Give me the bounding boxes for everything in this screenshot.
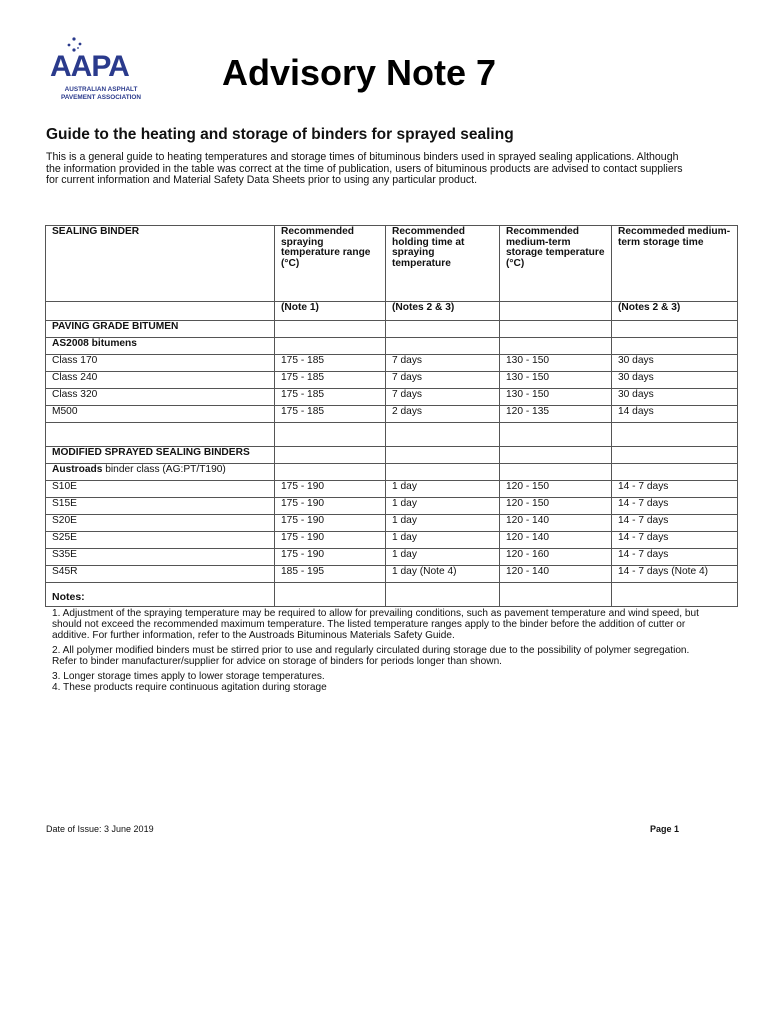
table-cell: 1 day xyxy=(386,515,500,532)
table-cell: 175 - 190 xyxy=(275,549,386,566)
group-label: MODIFIED SPRAYED SEALING BINDERS xyxy=(46,447,275,464)
table-cell: 1 day xyxy=(386,549,500,566)
page-title: Advisory Note 7 xyxy=(222,52,497,93)
table-cell: 14 - 7 days xyxy=(612,532,738,549)
table-cell: 185 - 195 xyxy=(275,566,386,583)
notes-list xyxy=(52,608,712,697)
page-number: Page 1 xyxy=(650,824,680,834)
spacer-row xyxy=(46,423,738,447)
subgroup-row xyxy=(46,464,738,481)
modified-binder-rows xyxy=(46,481,738,583)
table-cell: 1 day xyxy=(386,481,500,498)
logo-subtitle-line2: PAVEMENT ASSOCIATION xyxy=(60,94,141,101)
logo-subtitle-line1: AUSTRALIAN ASPHALT xyxy=(64,86,138,93)
subgroup-row xyxy=(46,338,738,355)
table-cell: S15E xyxy=(46,498,275,515)
note-item: 4. These products require continuous agitation during storage xyxy=(52,682,327,693)
table-row xyxy=(46,481,738,498)
logo-wordmark: AAPA xyxy=(50,50,129,83)
table-row xyxy=(46,549,738,566)
group-label: PAVING GRADE BITUMEN xyxy=(46,321,275,338)
table-cell: 175 - 190 xyxy=(275,498,386,515)
table-cell: 175 - 185 xyxy=(275,355,386,372)
table-cell: 14 - 7 days xyxy=(612,498,738,515)
table-cell: 14 - 7 days xyxy=(612,515,738,532)
aapa-logo xyxy=(46,36,156,116)
header-cell: Recommended holding time at spraying temperature xyxy=(386,226,500,302)
table-row xyxy=(46,406,738,423)
note-item: 1. Adjustment of the spraying temperature may be required to allow for prevailing conditions, such as pavement temperature and wind speed, but should not exceed the recommended maximum temperature. The listed temperature ranges apply to the binder before the addition of cutter or additive. For further information, refer to the Austroads Bituminous Materials Safety Guide. xyxy=(52,608,699,641)
header-cell: SEALING BINDER xyxy=(46,226,275,302)
table-cell: 1 day xyxy=(386,498,500,515)
table-cell: 14 days xyxy=(612,406,738,423)
group-row xyxy=(46,321,738,338)
note-item: 2. All polymer modified binders must be stirred prior to use and regularly circulated during storage due to the possibility of polymer segregation. Refer to binder manufacturer/supplier for advice on storage of binders for periods longer than shown. xyxy=(52,645,690,667)
table-cell: M500 xyxy=(46,406,275,423)
table-cell: 120 - 160 xyxy=(500,549,612,566)
table-cell: 130 - 150 xyxy=(500,372,612,389)
table-cell: 7 days xyxy=(386,355,500,372)
table-cell: 7 days xyxy=(386,372,500,389)
subgroup-label xyxy=(46,464,275,481)
table-cell: 120 - 135 xyxy=(500,406,612,423)
table-cell: 120 - 140 xyxy=(500,566,612,583)
table-cell: 2 days xyxy=(386,406,500,423)
table-cell: Class 240 xyxy=(46,372,275,389)
issue-date: Date of Issue: 3 June 2019 xyxy=(46,824,154,834)
table-row xyxy=(46,498,738,515)
notes-title: Notes: xyxy=(52,591,85,603)
note-cell: (Notes 2 & 3) xyxy=(612,302,738,321)
logo-subtitle xyxy=(46,86,156,102)
table-cell: 30 days xyxy=(612,372,738,389)
header-cell: Recommeded medium-term storage time xyxy=(612,226,738,302)
table-cell: 120 - 140 xyxy=(500,532,612,549)
table-row xyxy=(46,372,738,389)
table-cell: 120 - 150 xyxy=(500,498,612,515)
table-cell: 130 - 150 xyxy=(500,389,612,406)
table-row xyxy=(46,355,738,372)
table-notes-row xyxy=(46,302,738,321)
table-cell: 175 - 185 xyxy=(275,372,386,389)
section-heading: Guide to the heating and storage of binders for sprayed sealing xyxy=(46,126,514,143)
table-cell: 175 - 190 xyxy=(275,481,386,498)
table-row xyxy=(46,515,738,532)
table-cell: 14 - 7 days xyxy=(612,481,738,498)
table-cell: 175 - 190 xyxy=(275,532,386,549)
table-header-row xyxy=(46,226,738,302)
table-cell: 130 - 150 xyxy=(500,355,612,372)
note-cell xyxy=(46,302,275,321)
table-cell: 175 - 190 xyxy=(275,515,386,532)
table-cell: 1 day (Note 4) xyxy=(386,566,500,583)
table-cell: S20E xyxy=(46,515,275,532)
table-cell: 14 - 7 days (Note 4) xyxy=(612,566,738,583)
table-cell: S45R xyxy=(46,566,275,583)
table-cell: 14 - 7 days xyxy=(612,549,738,566)
table-row xyxy=(46,389,738,406)
intro-paragraph: This is a general guide to heating temperatures and storage times of bituminous binders used in sprayed sealing applications. Although the information provided in the table was correct at the time of publication, users of bituminous products are advised to contact suppliers for current information and Material Safety Data Sheets prior to using any particular product. xyxy=(46,151,683,186)
note-item: 3. Longer storage times apply to lower storage temperatures. xyxy=(52,671,325,682)
table-cell: 175 - 185 xyxy=(275,406,386,423)
subgroup-bold: Austroads xyxy=(52,464,103,475)
binder-table xyxy=(45,225,738,607)
table-cell: 30 days xyxy=(612,355,738,372)
table-row xyxy=(46,532,738,549)
table-cell: 7 days xyxy=(386,389,500,406)
note-cell: (Note 1) xyxy=(275,302,386,321)
table-cell: S10E xyxy=(46,481,275,498)
table-cell: S35E xyxy=(46,549,275,566)
table-cell: 120 - 150 xyxy=(500,481,612,498)
table-cell: 120 - 140 xyxy=(500,515,612,532)
note-cell xyxy=(500,302,612,321)
table-row xyxy=(46,566,738,583)
spacer-row xyxy=(46,583,738,607)
table-cell: Class 170 xyxy=(46,355,275,372)
table-cell: Class 320 xyxy=(46,389,275,406)
group-row xyxy=(46,447,738,464)
subgroup-rest: binder class (AG:PT/T190) xyxy=(102,464,226,475)
table-cell: 175 - 185 xyxy=(275,389,386,406)
note-cell: (Notes 2 & 3) xyxy=(386,302,500,321)
table-cell: 1 day xyxy=(386,532,500,549)
paving-bitumen-rows xyxy=(46,355,738,423)
table-cell: S25E xyxy=(46,532,275,549)
header-cell: Recommended spraying temperature range (°C) xyxy=(275,226,386,302)
header-cell: Recommended medium-term storage temperature (°C) xyxy=(500,226,612,302)
table-cell: 30 days xyxy=(612,389,738,406)
subgroup-label: AS2008 bitumens xyxy=(46,338,275,355)
